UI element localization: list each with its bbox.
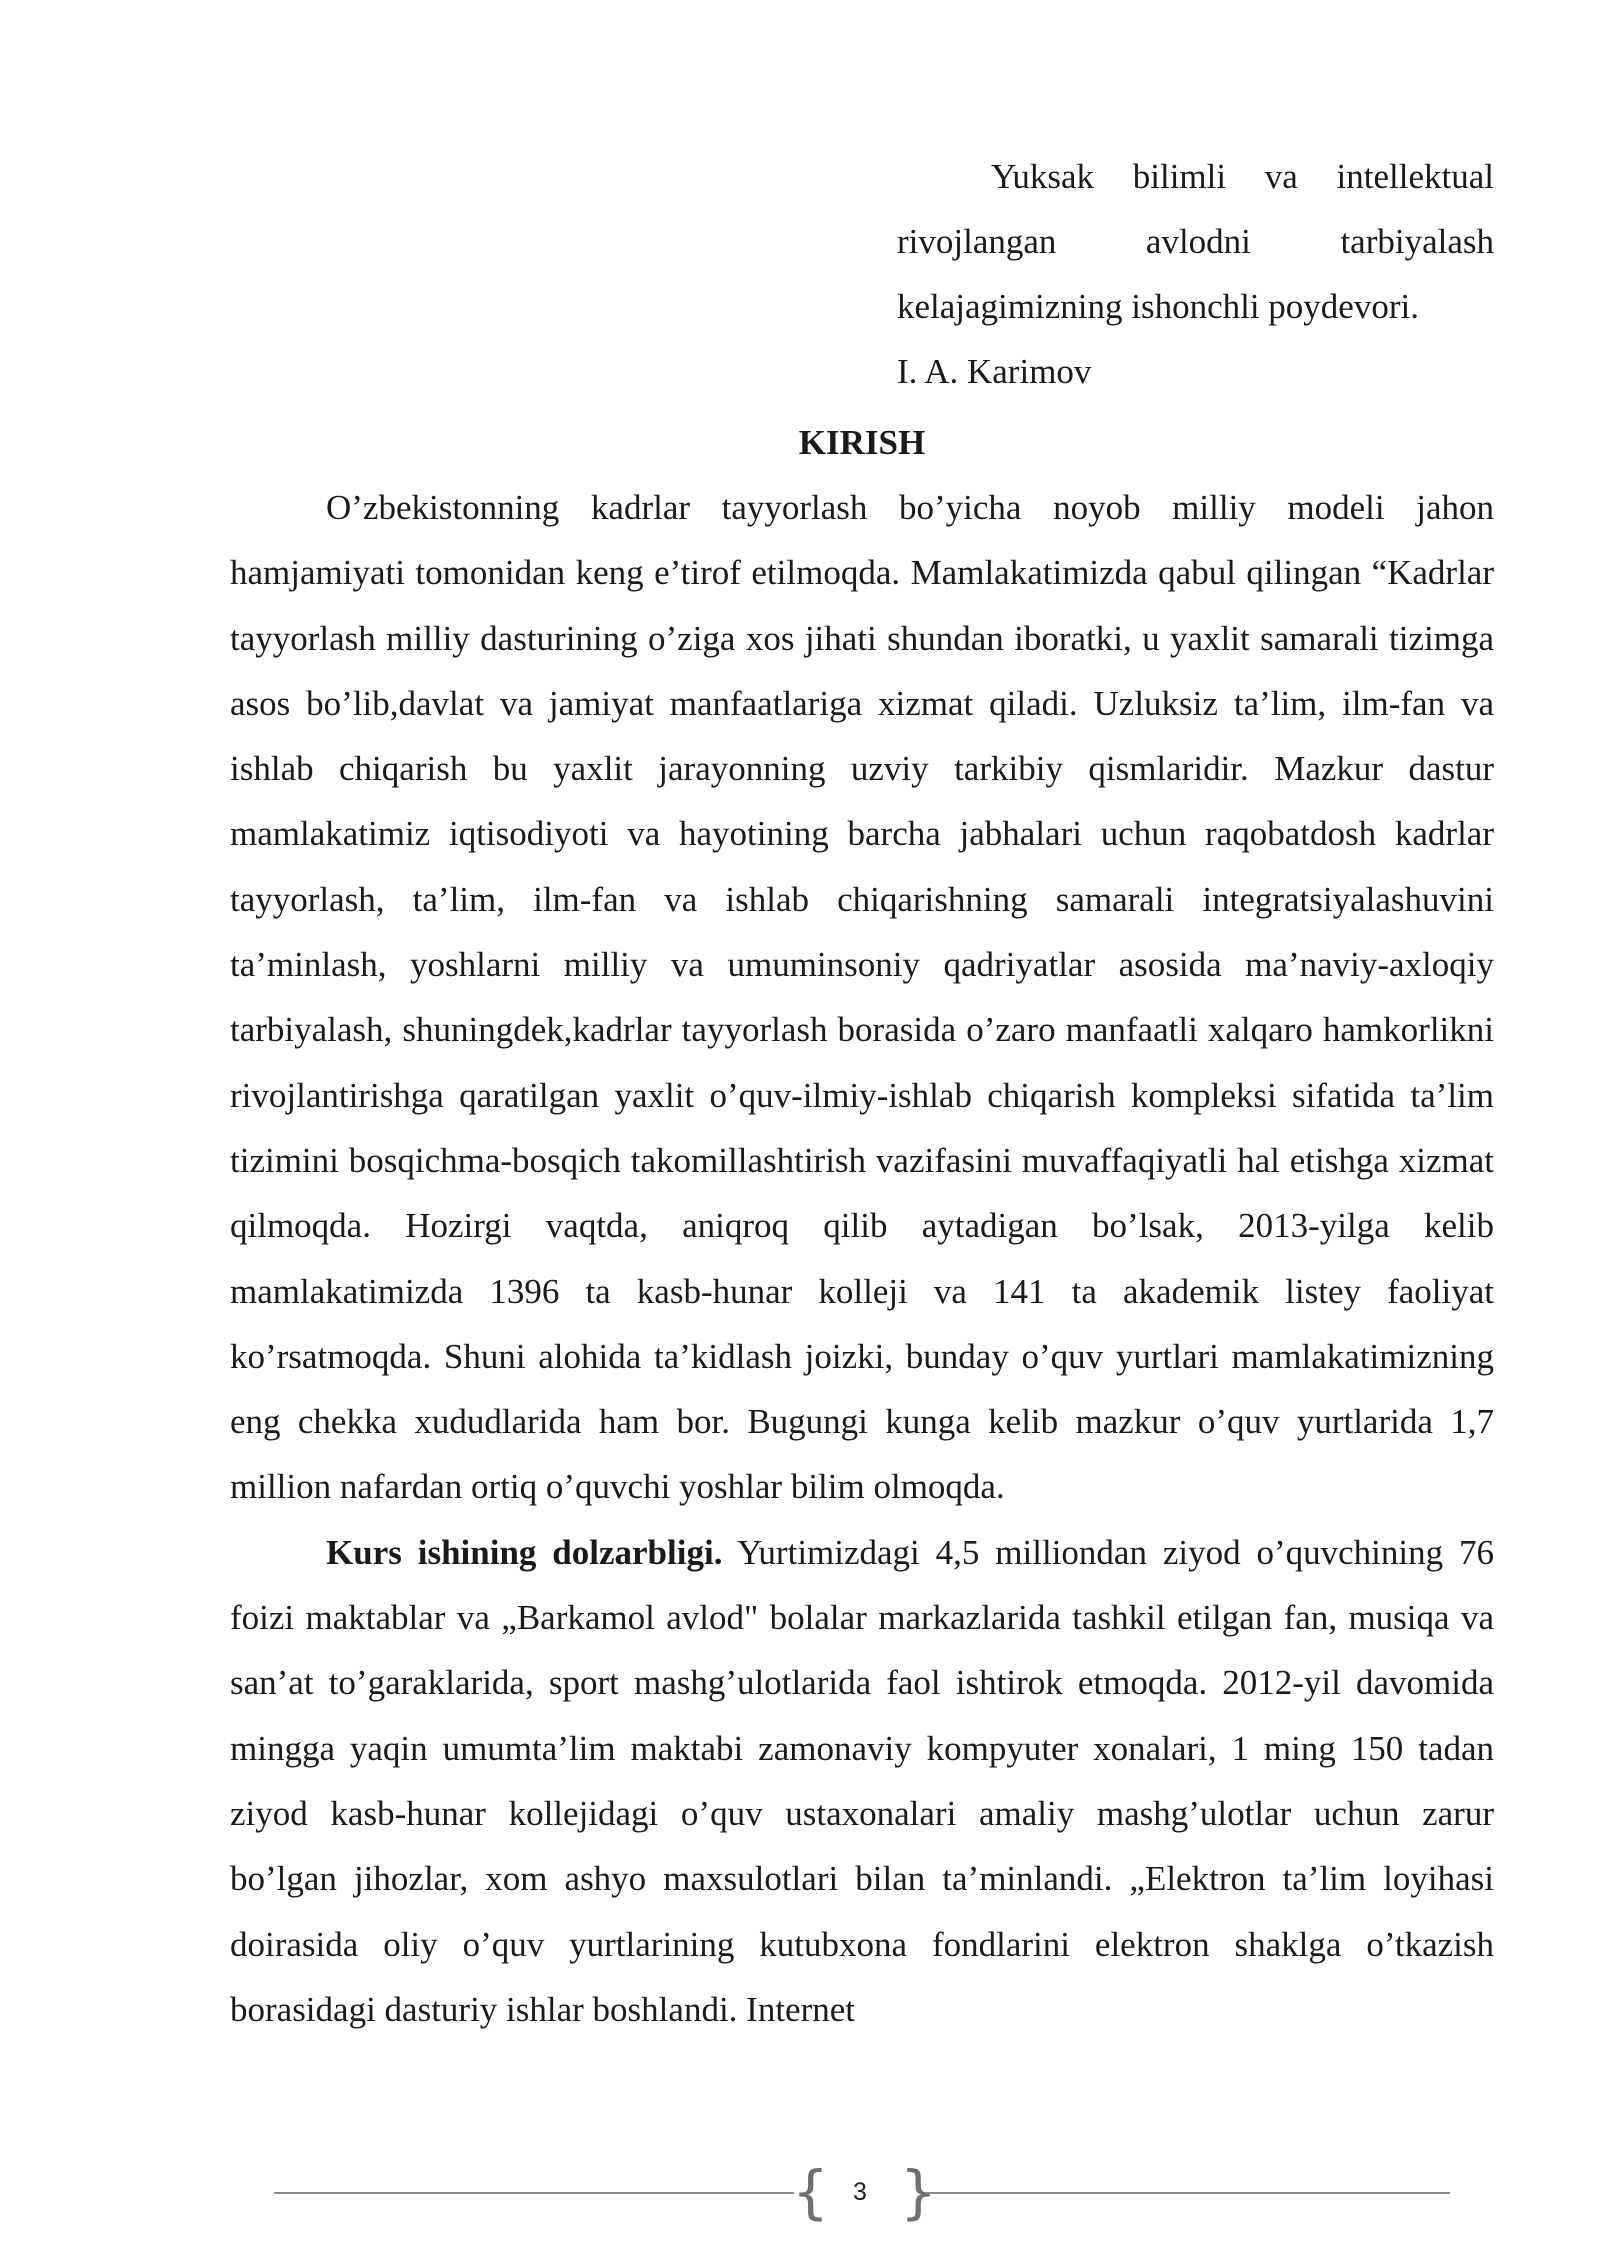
footer-bracket-right: } (900, 2158, 937, 2226)
paragraph-intro (230, 475, 1494, 1520)
epigraph-quote: Yuksak bilimli va intellektual rivojlangan avlodni tarbiyalash kelajagimizning ishonchli poydevori. (897, 157, 1494, 326)
section-heading: KIRISH (798, 423, 926, 462)
paragraph-relevance-text: Yurtimizdagi 4,5 milliondan ziyod o’quvchining 76 foizi maktablar va „Barkamol avlod" bolalar markazlarida tashkil etilgan fan, musiqa va san’at to’garaklarida, sport mashg’ulotlarida faol ishtirok etmoqda. 2012-yil davomida mingga yaqin umumta’lim maktabi zamonaviy kompyuter xonalari, 1 ming 150 tadan ziyod kasb-hunar kollejidagi o’quv ustaxonalari amaliy mashg’ulotlar uchun zarur bo’lgan jihozlar, xom ashyo maxsulotlari bilan ta’minlandi. „Elektron ta’lim loyihasi doirasida oliy o’quv yurtlarining kutubxona fondlarini elektron shaklga o’tkazish borasidagi dasturiy ishlar boshlandi. Internet (230, 1532, 1494, 2029)
paragraph-relevance (230, 1520, 1494, 2042)
body-text (230, 475, 1494, 2042)
footer-rule-left (274, 2192, 794, 2194)
footer-bracket-left: { (792, 2158, 829, 2226)
footer-rule-right (926, 2192, 1450, 2194)
paragraph-intro-text: O’zbekistonning kadrlar tayyorlash bo’yicha noyob milliy modeli jahon hamjamiyati tomonidan keng e’tirof etilmoqda. Mamlakatimizda qabul qilingan “Kadrlar tayyorlash milliy dasturining o’ziga xos jihati shundan iboratki, u yaxlit samarali tizimga asos bo’lib,davlat va jamiyat manfaatlariga xizmat qiladi. Uzluksiz ta’lim, ilm-fan va ishlab chiqarish bu yaxlit jarayonning uzviy tarkibiy qismlaridir. Mazkur dastur mamlakatimiz iqtisodiyoti va hayotining barcha jabhalari uchun raqobatdosh kadrlar tayyorlash, ta’lim, ilm-fan va ishlab chiqarishning samarali integratsiyalashuvini ta’minlash, yoshlarni milliy va umuminsoniy qadriyatlar asosida ma’naviy-axloqiy tarbiyalash, shuningdek,kadrlar tayyorlash borasida o’zaro manfaatli xalqaro hamkorlikni rivojlantirishga qaratilgan yaxlit o’quv-ilmiy-ishlab chiqarish kompleksi sifatida ta’lim tizimini bosqichma-bosqich takomillashtirish vazifasini muvaffaqiyatli hal etishga xizmat qilmoqda. Hozirgi vaqtda, aniqroq qilib aytadigan bo’lsak, 2013-yilga kelib mamlakatimizda 1396 ta kasb-hunar kolleji va 141 ta akademik listey faoliyat ko’rsatmoqda. Shuni alohida ta’kidlash joizki, bunday o’quv yurtlari mamlakatimizning eng chekka xududlarida ham bor. Bugungi kunga kelib mazkur o’quv yurtlarida 1,7 million nafardan ortiq o’quvchi yoshlar bilim olmoqda. (230, 488, 1494, 1507)
paragraph-relevance-lead: Kurs ishining dolzarbligi. (326, 1532, 723, 1572)
page-number: 3 (853, 2178, 867, 2206)
page-footer (274, 2158, 1450, 2226)
epigraph-author: I. A. Karimov (897, 352, 1092, 391)
epigraph (897, 144, 1494, 404)
